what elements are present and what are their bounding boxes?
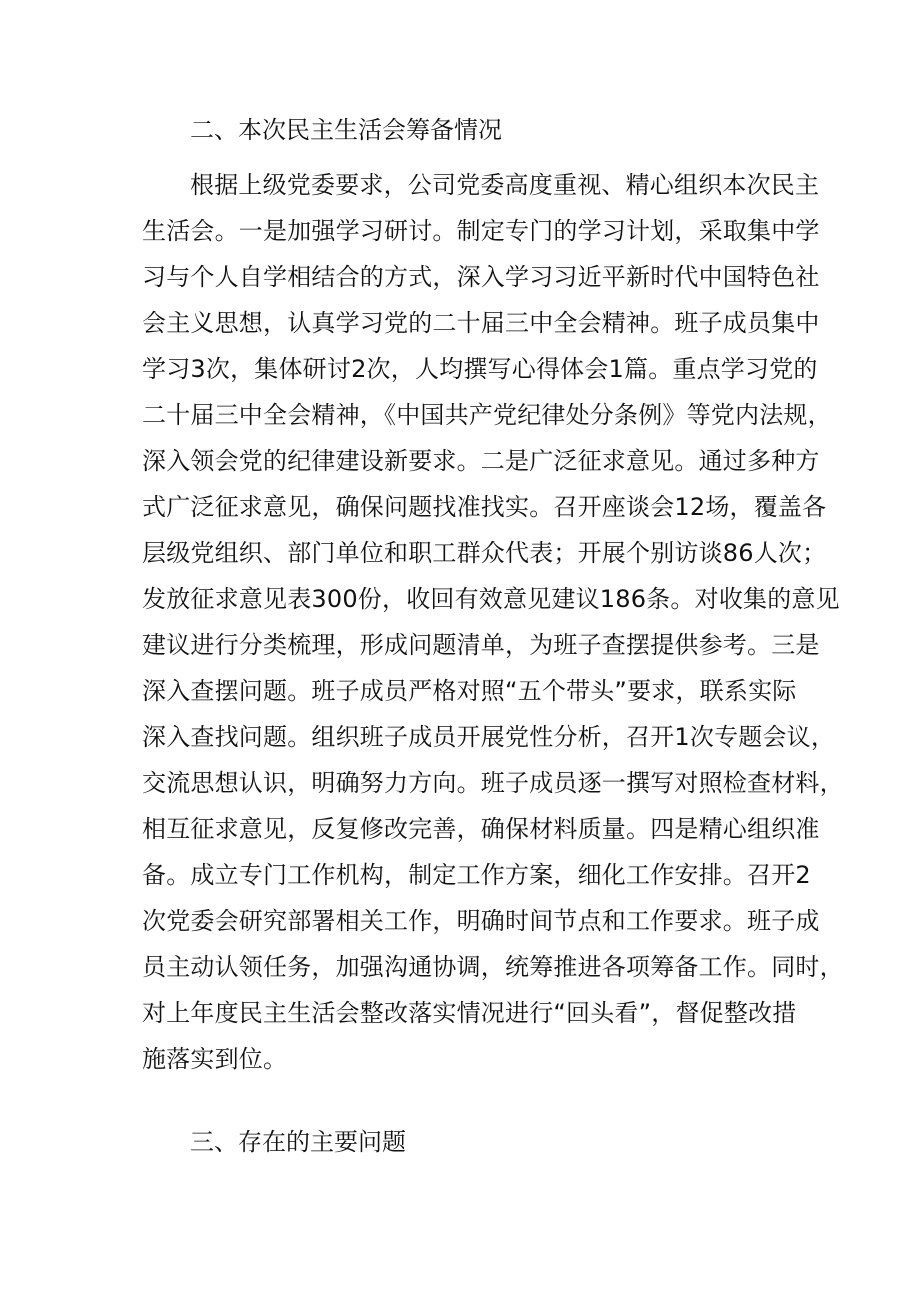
section-3-heading: 三、存在的主要问题 [190, 1128, 406, 1156]
paragraph-line: 交流思想认识，明确努力方向。班子成员逐一撰写对照检查材料， [142, 769, 844, 797]
paragraph-line: 发放征求意见表300份，收回有效意见建议186条。对收集的意见 [142, 585, 840, 613]
paragraph-line: 对上年度民主生活会整改落实情况进行“回头看”，督促整改措 [142, 999, 797, 1027]
paragraph-line: 建议进行分类梳理，形成问题清单，为班子查摆提供参考。三是 [142, 631, 820, 659]
paragraph-line: 生活会。一是加强学习研讨。制定专门的学习计划，采取集中学 [142, 217, 820, 245]
paragraph-line: 会主义思想，认真学习党的二十届三中全会精神。班子成员集中 [142, 309, 820, 337]
paragraph-line: 相互征求意见，反复修改完善，确保材料质量。四是精心组织准 [142, 815, 820, 843]
paragraph-line: 学习3次，集体研讨2次，人均撰写心得体会1篇。重点学习党的 [142, 355, 818, 383]
paragraph-line: 深入查找问题。组织班子成员开展党性分析，召开1次专题会议， [142, 723, 836, 751]
paragraph-line: 根据上级党委要求，公司党委高度重视、精心组织本次民主 [190, 171, 820, 199]
paragraph-line: 层级党组织、部门单位和职工群众代表；开展个别访谈86人次； [142, 539, 827, 567]
section-2-paragraph [142, 162, 844, 1082]
paragraph-line: 式广泛征求意见，确保问题找准找实。召开座谈会12场，覆盖各 [142, 493, 827, 521]
paragraph-line: 深入领会党的纪律建设新要求。二是广泛征求意见。通过多种方 [142, 447, 820, 475]
paragraph-line: 员主动认领任务，加强沟通协调，统筹推进各项筹备工作。同时， [142, 953, 844, 981]
paragraph-line: 施落实到位。 [142, 1045, 288, 1073]
paragraph-line: 次党委会研究部署相关工作，明确时间节点和工作要求。班子成 [142, 907, 820, 935]
section-2-heading: 二、本次民主生活会筹备情况 [190, 116, 502, 144]
paragraph-line: 习与个人自学相结合的方式，深入学习习近平新时代中国特色社 [142, 263, 820, 291]
paragraph-line: 二十届三中全会精神，《中国共产党纪律处分条例》等党内法规， [142, 401, 832, 429]
paragraph-line: 备。成立专门工作机构，制定工作方案，细化工作安排。召开2 [142, 861, 811, 889]
paragraph-line: 深入查摆问题。班子成员严格对照“五个带头”要求，联系实际 [142, 677, 797, 705]
